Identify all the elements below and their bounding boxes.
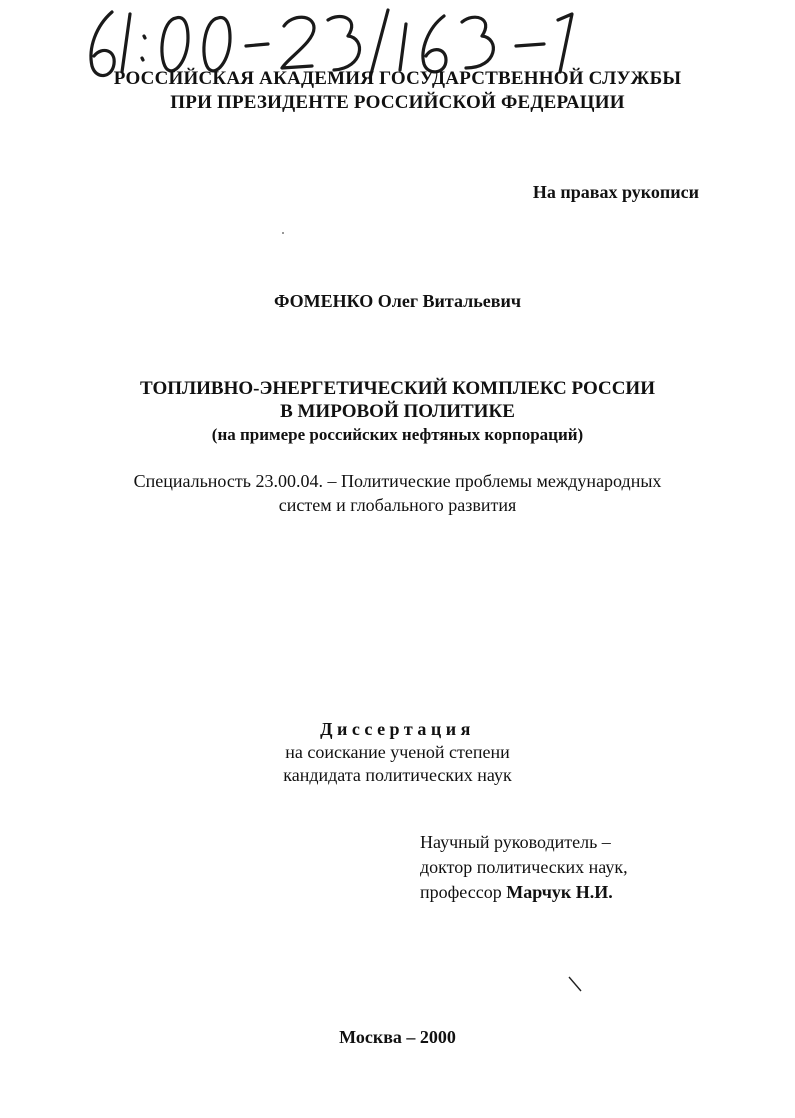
degree-statement [0,718,795,787]
dissertation-heading: Диссертация [320,719,475,739]
title-line-1: ТОПЛИВНО-ЭНЕРГЕТИЧЕСКИЙ КОМПЛЕКС РОССИИ [140,378,655,399]
dissertation-title [0,377,795,446]
degree-line-1: на соискание ученой степени [285,742,510,762]
institution-line-1: РОССИЙСКАЯ АКАДЕМИЯ ГОСУДАРСТВЕННОЙ СЛУЖБЫ [113,68,682,89]
author-given-names: Олег Витальевич [377,291,521,311]
title-line-2: В МИРОВОЙ ПОЛИТИКЕ [280,401,515,422]
scientific-advisor [420,830,628,905]
author-name [0,291,795,312]
degree-line-2: кандидата политических наук [283,765,512,785]
specialty [0,469,795,517]
advisor-line-3 [420,880,628,905]
specialty-line-2: систем и глобального развития [278,495,517,515]
institution-header [0,67,795,115]
advisor-line-2: доктор политических наук, [420,857,628,877]
specialty-line-1: Специальность 23.00.04. – Политические проблемы международных [133,471,662,491]
institution-line-2: ПРИ ПРЕЗИДЕНТЕ РОССИЙСКОЙ ФЕДЕРАЦИИ [170,92,625,113]
pen-mark [567,975,583,993]
manuscript-note: На правах рукописи [532,182,699,202]
city-year: Москва – 2000 [339,1027,456,1047]
title-subtitle: (на примере российских нефтяных корпораций) [211,425,584,444]
scan-speck [282,232,284,234]
advisor-line-1: Научный руководитель – [420,832,611,852]
advisor-title: профессор [420,882,502,902]
advisor-name: Марчук Н.И. [506,882,613,902]
author-surname: ФОМЕНКО [274,291,374,311]
